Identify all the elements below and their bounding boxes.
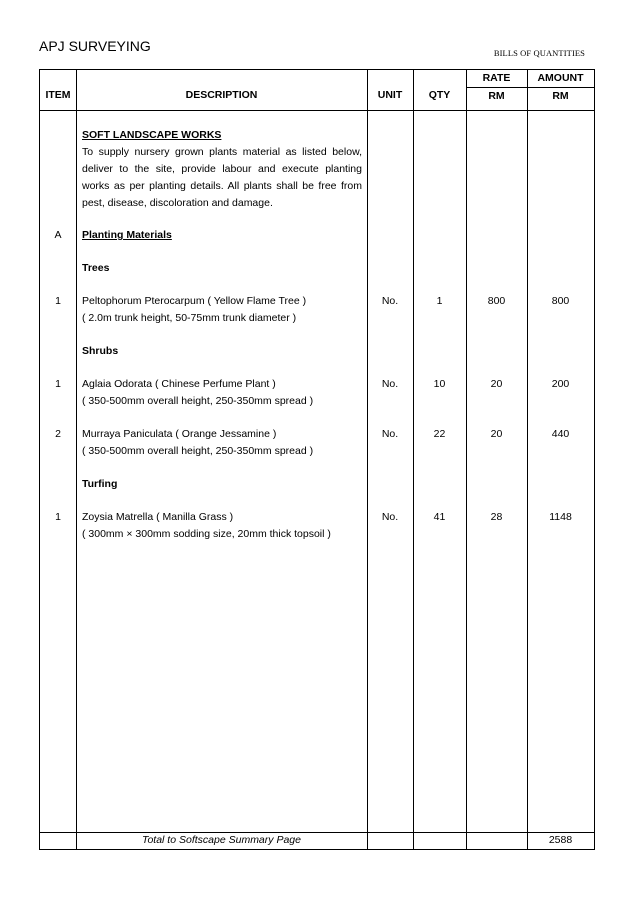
row-qty: 41: [433, 511, 446, 523]
row-unit: No.: [381, 295, 399, 307]
column-divider: [413, 70, 414, 849]
row-spec: ( 300mm × 300mm sodding size, 20mm thick topsoil ): [82, 528, 331, 540]
row-unit: No.: [381, 428, 399, 440]
row-rate: 800: [487, 295, 506, 307]
row-spec: ( 2.0m trunk height, 50-75mm trunk diameter ): [82, 312, 297, 324]
group-heading-shrubs: Shrubs: [82, 345, 119, 357]
row-name: Aglaia Odorata ( Chinese Perfume Plant ): [82, 378, 276, 390]
row-spec: ( 350-500mm overall height, 250-350mm spread ): [82, 445, 314, 457]
row-qty: 1: [436, 295, 443, 307]
group-heading-trees: Trees: [82, 262, 110, 274]
column-divider: [466, 70, 467, 849]
company-name: APJ SURVEYING: [39, 38, 151, 54]
header-amount-currency: RM: [552, 90, 569, 102]
row-amount: 800: [551, 295, 570, 307]
group-heading-turfing: Turfing: [82, 478, 118, 490]
row-item: 2: [55, 428, 61, 440]
header-description: DESCRIPTION: [185, 89, 258, 101]
header-subdivider: [466, 87, 594, 88]
header-rate-currency: RM: [488, 90, 505, 102]
row-spec: ( 350-500mm overall height, 250-350mm spread ): [82, 395, 314, 407]
row-name: Zoysia Matrella ( Manilla Grass ): [82, 511, 234, 523]
row-item: 1: [55, 511, 61, 523]
footer-label: Total to Softscape Summary Page: [142, 834, 301, 846]
header-item: ITEM: [45, 89, 71, 101]
subsection-title: Planting Materials: [82, 229, 172, 241]
row-rate: 20: [490, 378, 503, 390]
row-item: 1: [55, 378, 61, 390]
row-name: Murraya Paniculata ( Orange Jessamine ): [82, 428, 277, 440]
document-title: BILLS OF QUANTITIES: [493, 48, 585, 58]
footer-total: 2588: [548, 834, 573, 846]
row-rate: 28: [490, 511, 503, 523]
row-qty: 22: [433, 428, 446, 440]
header-rate: RATE: [482, 72, 511, 84]
column-divider: [527, 70, 528, 849]
row-qty: 10: [433, 378, 446, 390]
row-amount: 1148: [549, 511, 572, 523]
row-unit: No.: [381, 511, 399, 523]
row-rate: 20: [490, 428, 503, 440]
header-qty: QTY: [428, 89, 451, 101]
subsection-item: A: [54, 229, 62, 241]
row-item: 1: [55, 295, 61, 307]
column-divider: [76, 70, 77, 849]
boq-table: [39, 69, 595, 850]
row-amount: 440: [551, 428, 570, 440]
header-divider: [40, 110, 594, 111]
row-amount: 200: [551, 378, 570, 390]
header-amount: AMOUNT: [537, 72, 584, 84]
header-unit: UNIT: [377, 89, 403, 101]
section-intro: To supply nursery grown plants material as listed below, deliver to the site, provide labour and execute planting works as per planting details. All plants shall be free from pest, disease, discoloration and damage.: [82, 146, 362, 209]
row-name: Peltophorum Pterocarpum ( Yellow Flame Tree ): [82, 295, 307, 307]
section-title: SOFT LANDSCAPE WORKS: [82, 129, 222, 141]
column-divider: [367, 70, 368, 849]
row-unit: No.: [381, 378, 399, 390]
